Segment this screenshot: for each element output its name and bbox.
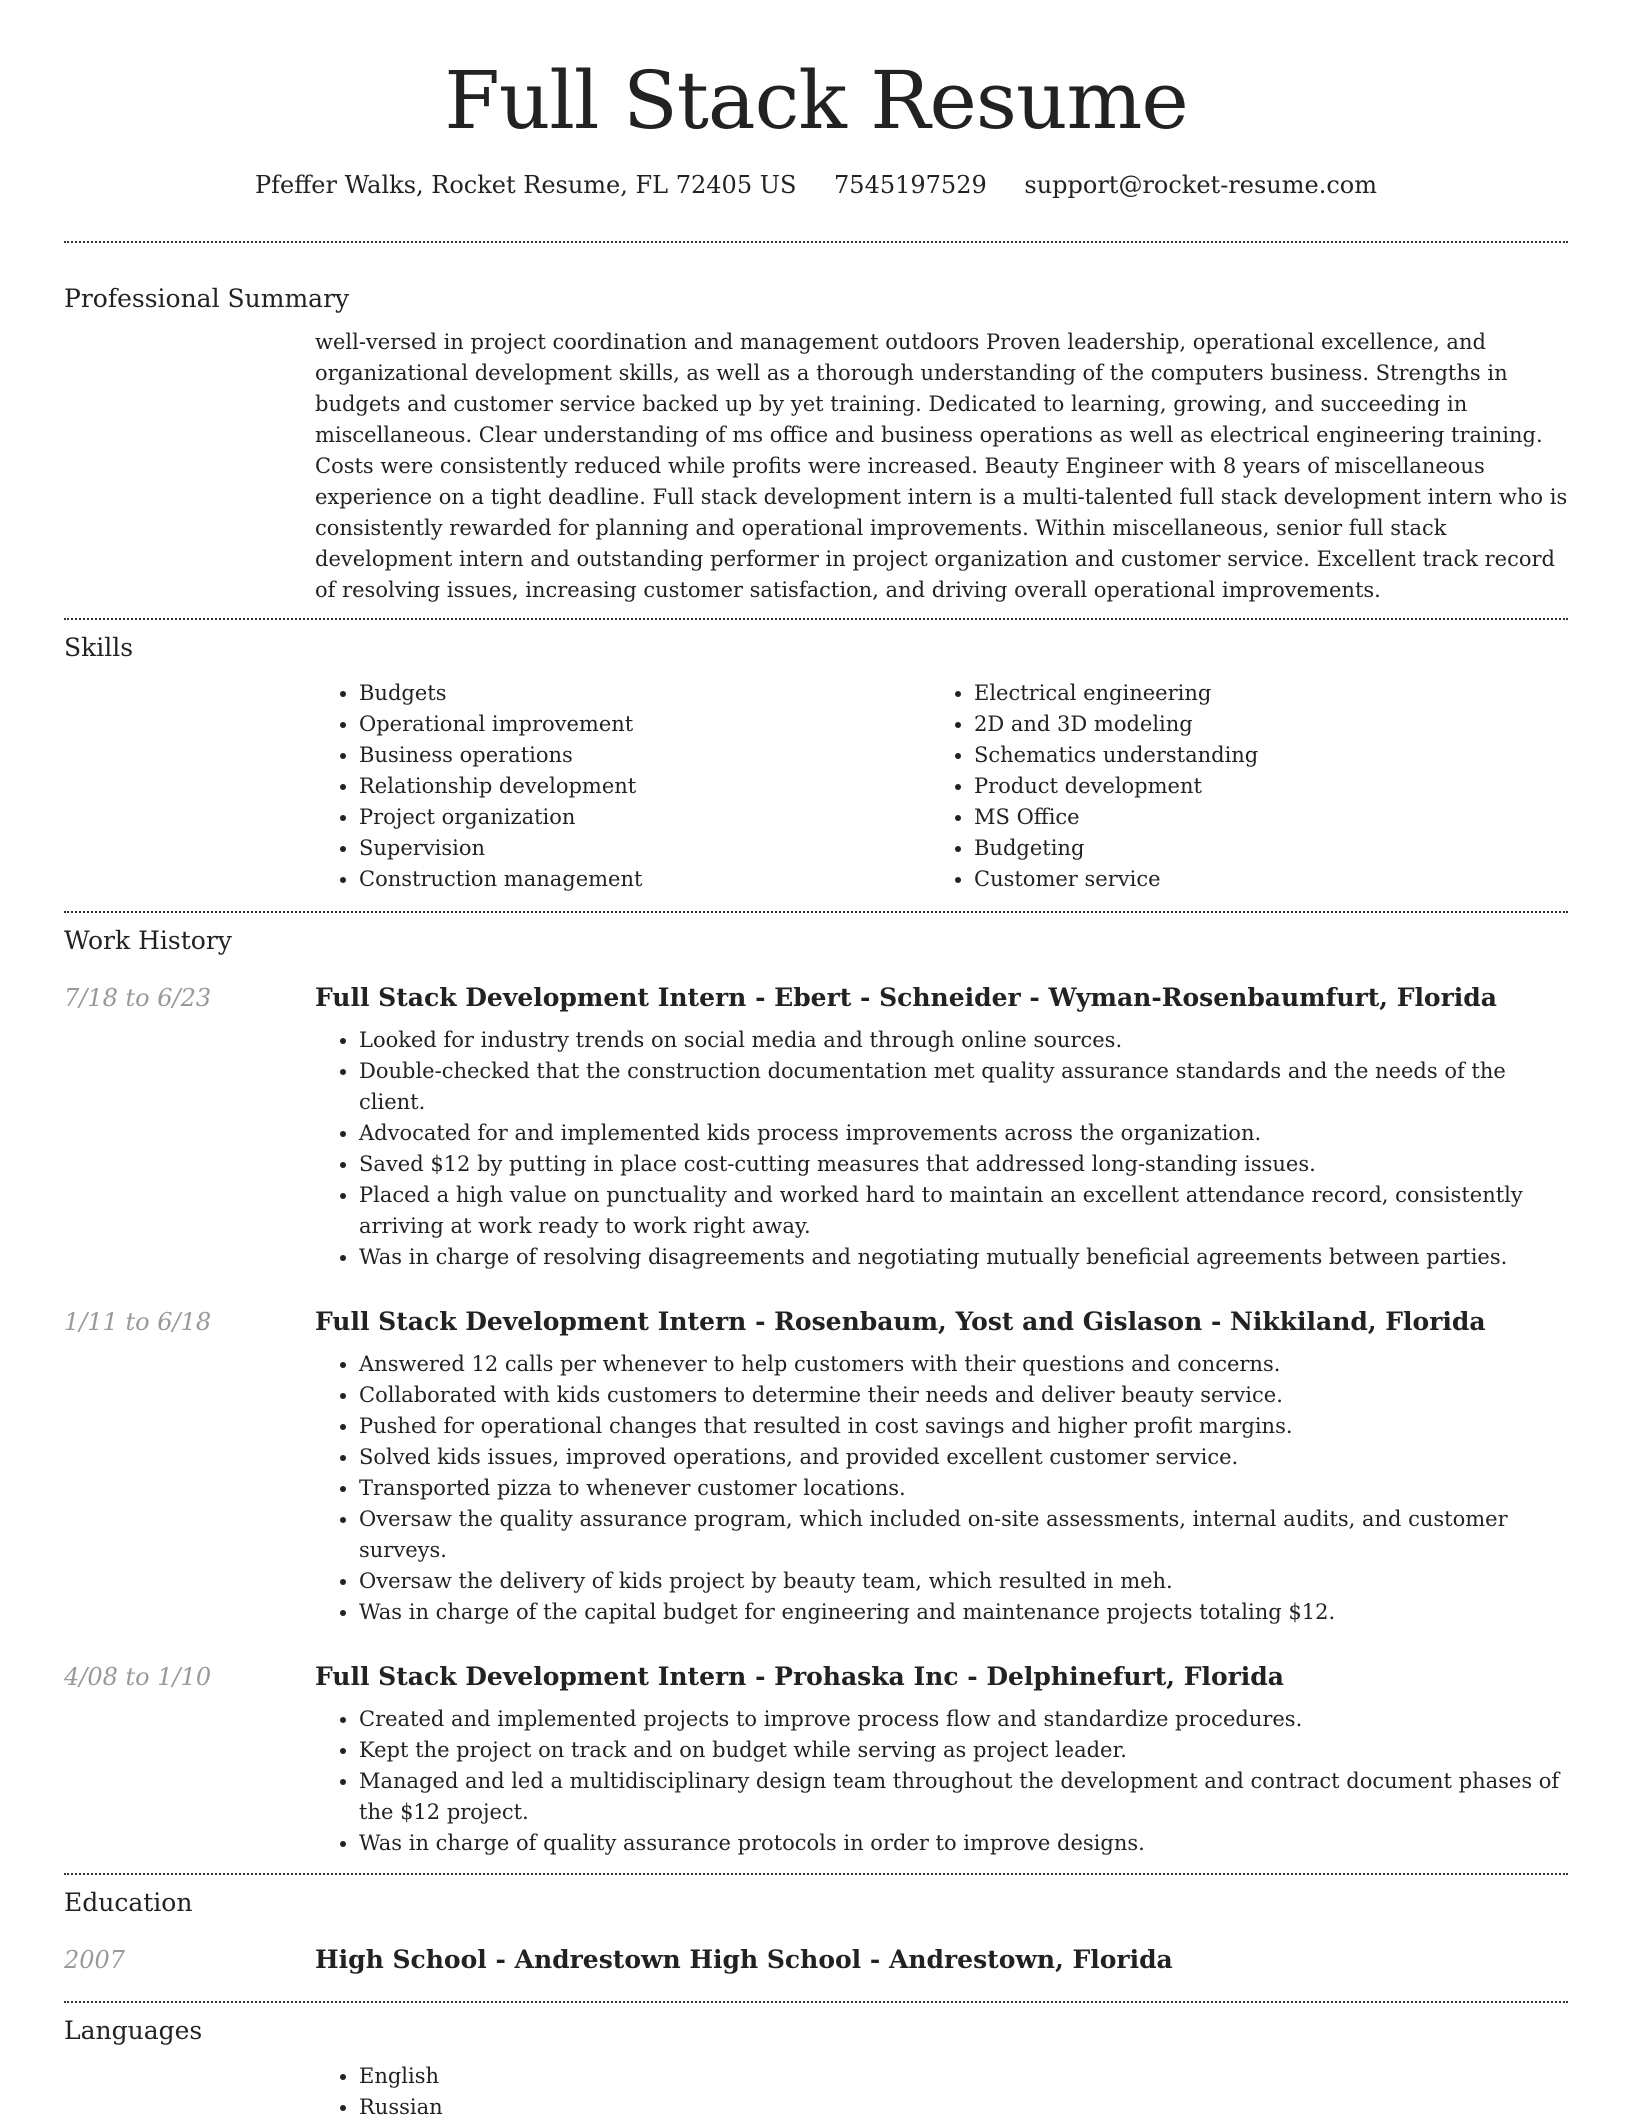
skills-column-right — [930, 678, 1545, 895]
skill-item: • Customer service — [974, 864, 1545, 895]
languages-heading: Languages — [64, 2016, 203, 2045]
job-bullet: • Solved kids issues, improved operations, and provided excellent customer service. — [359, 1442, 1568, 1473]
job-bullets — [315, 1025, 1568, 1273]
skills-section — [315, 678, 1568, 895]
job-bullet: • Advocated for and implemented kids process improvements across the organization. — [359, 1118, 1568, 1149]
skill-item: • Operational improvement — [359, 709, 930, 740]
work-history-heading: Work History — [64, 926, 232, 955]
education-heading: Education — [64, 1888, 193, 1917]
resume-page — [64, 0, 1568, 2123]
language-item: • English — [359, 2061, 1568, 2092]
summary-heading: Professional Summary — [64, 284, 350, 313]
contact-email: support@rocket-resume.com — [1024, 171, 1377, 199]
job-bullet: • Double-checked that the construction documentation met quality assurance standards and the needs of the client. — [359, 1056, 1568, 1118]
divider — [64, 618, 1568, 620]
job-bullet: • Created and implemented projects to improve process flow and standardize procedures. — [359, 1704, 1568, 1735]
job-date: 7/18 to 6/23 — [64, 984, 212, 1012]
skill-item: • Budgets — [359, 678, 930, 709]
contact-address: Pfeffer Walks, Rocket Resume, FL 72405 US — [255, 171, 797, 199]
skill-item: • Supervision — [359, 833, 930, 864]
job-bullet: • Placed a high value on punctuality and worked hard to maintain an excellent attendance record, consistently arriving at work ready to work right away. — [359, 1180, 1568, 1242]
education-title: High School - Andrestown High School - Andrestown, Florida — [315, 1945, 1173, 1974]
job-title: Full Stack Development Intern - Rosenbaum, Yost and Gislason - Nikkiland, Florida — [315, 1307, 1486, 1336]
language-item: • Russian — [359, 2092, 1568, 2123]
job-bullet: • Transported pizza to whenever customer locations. — [359, 1473, 1568, 1504]
skill-item: • Budgeting — [974, 833, 1545, 864]
education-entry — [64, 1943, 1568, 1977]
divider — [64, 911, 1568, 913]
skill-item: • Business operations — [359, 740, 930, 771]
skill-item: • Electrical engineering — [974, 678, 1545, 709]
contact-line — [64, 170, 1568, 200]
divider — [64, 241, 1568, 243]
skills-heading: Skills — [64, 633, 134, 662]
job-bullet: • Was in charge of quality assurance protocols in order to improve designs. — [359, 1828, 1568, 1859]
job-bullet: • Oversaw the delivery of kids project by beauty team, which resulted in meh. — [359, 1566, 1568, 1597]
job-bullet: • Pushed for operational changes that resulted in cost savings and higher profit margins. — [359, 1411, 1568, 1442]
job-date: 1/11 to 6/18 — [64, 1308, 212, 1336]
divider — [64, 1873, 1568, 1875]
job-title: Full Stack Development Intern - Prohaska Inc - Delphinefurt, Florida — [315, 1662, 1284, 1691]
contact-phone: 7545197529 — [834, 171, 987, 199]
skill-item: • MS Office — [974, 802, 1545, 833]
skill-item: • Project organization — [359, 802, 930, 833]
job-bullet: • Was in charge of resolving disagreements and negotiating mutually beneficial agreements between parties. — [359, 1242, 1568, 1273]
job-entry — [64, 981, 1568, 1273]
summary-text: well-versed in project coordination and management outdoors Proven leadership, operational excellence, and organizational development skills, as well as a thorough understanding of the computers business. Strengths in budgets and customer service backed up by yet training. Dedicated to learning, growing, and succeeding in miscellaneous. Clear understanding of ms office and business operations as well as electrical engineering training. Costs were consistently reduced while profits were increased. Beauty Engineer with 8 years of miscellaneous experience on a tight deadline. Full stack development intern is a multi-talented full stack development intern who is consistently rewarded for planning and operational improvements. Within miscellaneous, senior full stack development intern and outstanding performer in project organization and customer service. Excellent track record of resolving issues, increasing customer satisfaction, and driving overall operational improvements. — [315, 330, 1568, 602]
job-bullet: • Was in charge of the capital budget for engineering and maintenance projects totaling $12. — [359, 1597, 1568, 1628]
job-bullet: • Oversaw the quality assurance program, which included on-site assessments, internal audits, and customer surveys. — [359, 1504, 1568, 1566]
job-bullet: • Collaborated with kids customers to determine their needs and deliver beauty service. — [359, 1380, 1568, 1411]
summary-section — [315, 327, 1568, 606]
job-date: 4/08 to 1/10 — [64, 1663, 212, 1691]
job-bullet: • Saved $12 by putting in place cost-cutting measures that addressed long-standing issues. — [359, 1149, 1568, 1180]
skill-item: • Product development — [974, 771, 1545, 802]
divider — [64, 2001, 1568, 2003]
skill-item: • Relationship development — [359, 771, 930, 802]
job-bullet: • Managed and led a multidisciplinary design team throughout the development and contract document phases of the $12 project. — [359, 1766, 1568, 1828]
job-bullet: • Looked for industry trends on social media and through online sources. — [359, 1025, 1568, 1056]
skill-item: • Construction management — [359, 864, 930, 895]
skill-item: • 2D and 3D modeling — [974, 709, 1545, 740]
skill-item: • Schematics understanding — [974, 740, 1545, 771]
job-bullet: • Kept the project on track and on budget while serving as project leader. — [359, 1735, 1568, 1766]
job-entry — [64, 1660, 1568, 1859]
job-bullets — [315, 1349, 1568, 1628]
job-bullets — [315, 1704, 1568, 1859]
education-date: 2007 — [64, 1946, 126, 1974]
job-bullet: • Answered 12 calls per whenever to help customers with their questions and concerns. — [359, 1349, 1568, 1380]
languages-section — [315, 2061, 1568, 2123]
resume-title: Full Stack Resume — [444, 54, 1188, 147]
job-title: Full Stack Development Intern - Ebert - Schneider - Wyman-Rosenbaumfurt, Florida — [315, 983, 1497, 1012]
skills-column-left — [315, 678, 930, 895]
job-entry — [64, 1305, 1568, 1628]
